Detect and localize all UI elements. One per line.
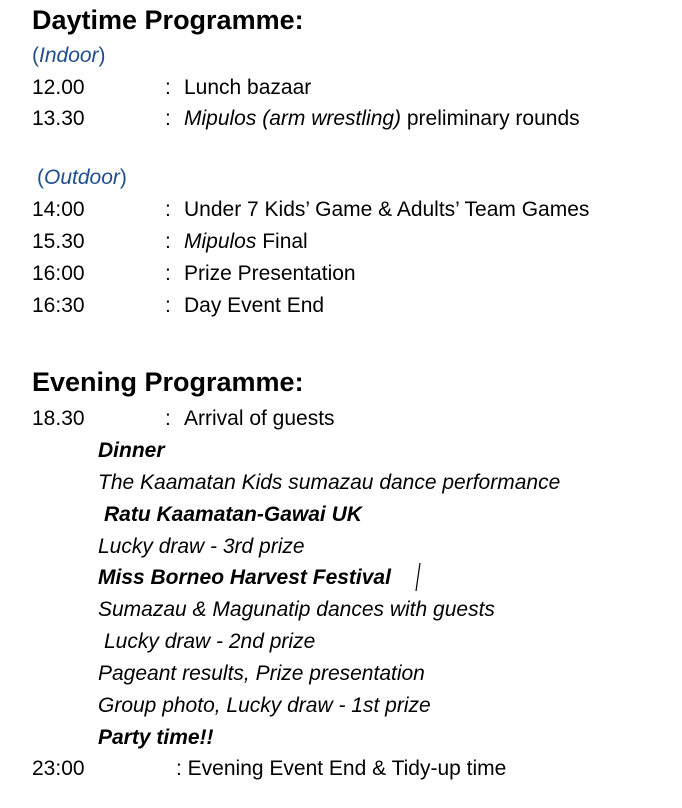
schedule-time: 12.00 xyxy=(32,76,85,99)
schedule-time: 14:00 xyxy=(32,198,85,221)
schedule-description: : Evening Event End & Tidy-up time xyxy=(176,757,507,780)
schedule-description: Day Event End xyxy=(184,294,325,317)
schedule-time: 18.30 xyxy=(32,407,85,430)
outdoor-label xyxy=(37,165,127,191)
schedule-description xyxy=(184,228,308,256)
schedule-colon: : xyxy=(165,294,171,317)
schedule-colon: : xyxy=(165,107,171,130)
outdoor-open-paren: ( xyxy=(37,166,44,189)
daytime-heading: Daytime Programme: xyxy=(32,5,304,35)
schedule-description-plain: preliminary rounds xyxy=(401,107,580,130)
evening-event-kids-dance: The Kaamatan Kids sumazau dance performance xyxy=(98,471,561,494)
evening-event-group-photo: Group photo, Lucky draw - 1st prize xyxy=(98,694,431,717)
evening-event-party-time: Party time!! xyxy=(98,726,214,749)
evening-event-ratu-kaamatan: Ratu Kaamatan-Gawai UK xyxy=(104,503,362,526)
schedule-description: Arrival of guests xyxy=(184,407,335,430)
evening-heading: Evening Programme: xyxy=(32,367,304,397)
indoor-open-paren: ( xyxy=(32,44,39,67)
schedule-time: 16:00 xyxy=(32,262,85,285)
schedule-description-italic: Mipulos xyxy=(184,230,257,253)
evening-event-miss-borneo: Miss Borneo Harvest Festival xyxy=(98,566,391,589)
schedule-description: Prize Presentation xyxy=(184,262,356,285)
schedule-description-italic: Mipulos (arm wrestling) xyxy=(184,107,402,130)
schedule-time: 16:30 xyxy=(32,294,85,317)
schedule-colon: : xyxy=(165,262,171,285)
schedule-time: 23:00 xyxy=(32,757,85,780)
evening-event-dinner: Dinner xyxy=(98,439,165,462)
outdoor-close-paren: ) xyxy=(119,166,127,189)
schedule-colon: : xyxy=(165,230,171,253)
outdoor-label-text: Outdoor xyxy=(44,166,120,189)
schedule-time: 13.30 xyxy=(32,107,85,130)
schedule-colon: : xyxy=(165,76,171,99)
text-cursor-icon xyxy=(415,562,421,592)
evening-event-lucky-draw-2nd: Lucky draw - 2nd prize xyxy=(104,630,316,653)
indoor-close-paren: ) xyxy=(98,44,106,67)
schedule-time: 15.30 xyxy=(32,230,85,253)
evening-event-sumazau-magunatip: Sumazau & Magunatip dances with guests xyxy=(98,598,495,621)
indoor-label-text: Indoor xyxy=(39,44,99,67)
schedule-description-plain: Final xyxy=(256,230,308,253)
evening-event-pageant-results: Pageant results, Prize presentation xyxy=(98,662,425,685)
schedule-colon: : xyxy=(165,407,171,430)
evening-event-lucky-draw-3rd: Lucky draw - 3rd prize xyxy=(98,535,305,558)
schedule-description: Lunch bazaar xyxy=(184,76,312,99)
schedule-description: Under 7 Kids’ Game & Adults’ Team Games xyxy=(184,198,590,221)
schedule-colon: : xyxy=(165,198,171,221)
indoor-label xyxy=(32,43,106,69)
schedule-description xyxy=(184,105,580,133)
